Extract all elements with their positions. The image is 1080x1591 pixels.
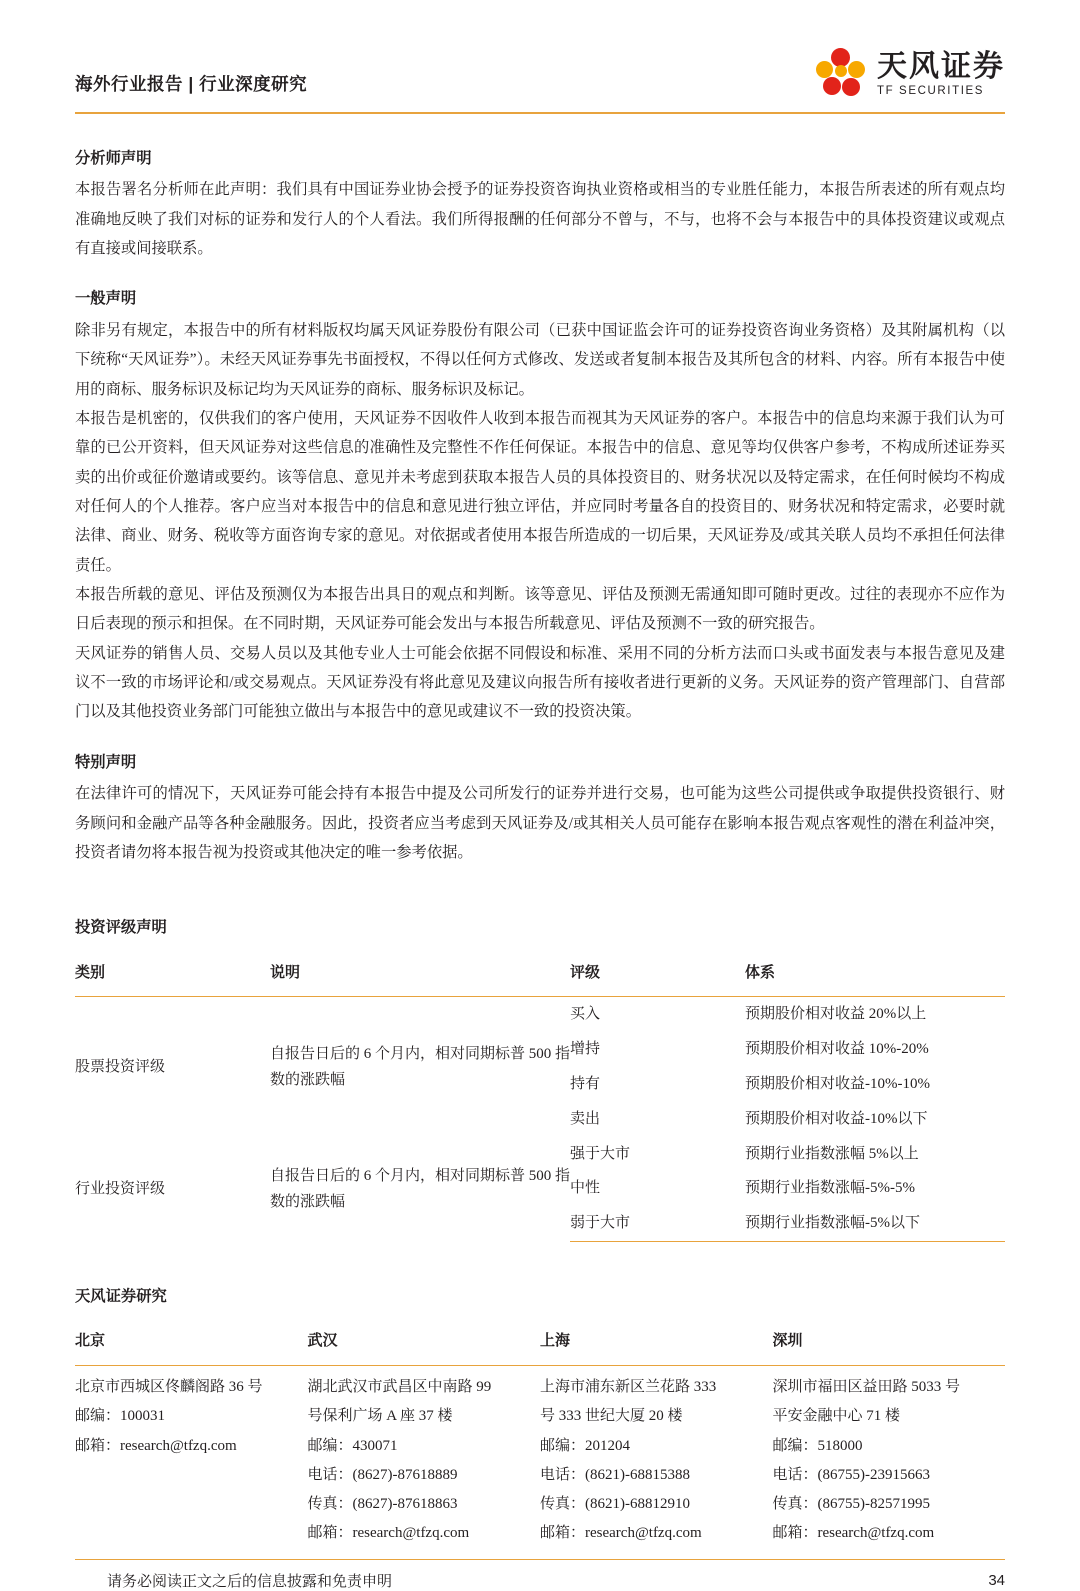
table-row (75, 997, 1005, 1032)
section-special-statement (75, 748, 1005, 867)
document-body (75, 144, 1005, 1560)
office-line: 北京市西城区佟麟阁路 36 号 (75, 1379, 263, 1396)
rating-system: 预期股价相对收益 10%-20% (745, 1041, 929, 1058)
table-header-row (75, 957, 1005, 997)
section-title: 分析师声明 (75, 150, 152, 167)
rating-system: 预期股价相对收益 20%以上 (745, 1006, 927, 1023)
office-line: 上海市浦东新区兰花路 333 (540, 1379, 717, 1396)
brand-logo (815, 48, 1005, 108)
office-line: 电话：(86755)-23915663 (772, 1466, 930, 1483)
office-line: 深圳市福田区益田路 5033 号 (772, 1379, 961, 1396)
logo-chinese-name: 天风证券 (877, 50, 1005, 84)
column-header-description: 说明 (270, 957, 570, 997)
office-line: 号 333 世纪大厦 20 楼 (540, 1408, 683, 1425)
rating-level: 买入 (570, 1006, 601, 1023)
office-city-wuhan: 武汉 (308, 1325, 541, 1365)
office-details-shanghai (540, 1366, 773, 1560)
office-line: 邮编：201204 (540, 1437, 631, 1454)
rating-level: 持有 (570, 1076, 601, 1093)
office-line: 邮箱：research@tfzq.com (540, 1525, 702, 1542)
rating-system: 预期股价相对收益-10%以下 (745, 1110, 928, 1127)
page-number: 34 (988, 1571, 1005, 1589)
paragraph: 本报告署名分析师在此声明：我们具有中国证券业协会授予的证券投资咨询执业资格或相当的专业胜任能力，本报告所表述的所有观点均准确地反映了我们对标的证券和发行人的个人看法。我们所得报酬的任何部分不曾与，不与，也将不会与本报告中的具体投资建议或观点有直接或间接联系。 (75, 181, 1005, 258)
rating-system: 预期行业指数涨幅-5%以下 (745, 1206, 1005, 1241)
office-line: 邮箱：research@tfzq.com (307, 1525, 470, 1542)
paragraph: 本报告是机密的，仅供我们的客户使用，天风证券不因收件人收到本报告而视其为天风证券的客户。本报告中的信息均来源于我们认为可靠的已公开资料，但天风证券对这些信息的准确性及完整性不作任何保证。本报告中的信息、意见等均仅供客户参考，不构成所述证券买卖的出价或征价邀请或要约。该等信息、意见并未考虑到获取本报告人员的具体投资目的、财务状况以及特定需求，在任何时候均不构成对任何人的个人推荐。客户应当对本报告中的信息和意见进行独立评估，并应同时考量各自的投资目的、财务状况和特定需求，必要时就法律、商业、财务、税收等方面咨询专家的意见。对依据或者使用本报告所造成的一切后果，天风证券及/或其关联人员均不承担任何法律责任。 (75, 409, 1005, 574)
rating-system: 预期行业指数涨幅-5%-5% (745, 1180, 915, 1197)
rating-level: 弱于大市 (570, 1206, 745, 1241)
rating-level: 强于大市 (570, 1145, 631, 1162)
office-line: 传真：(8621)-68812910 (540, 1496, 690, 1513)
rating-level: 卖出 (570, 1110, 601, 1127)
rating-system: 预期行业指数涨幅 5%以上 (745, 1145, 919, 1162)
office-line: 邮编：518000 (772, 1437, 863, 1454)
office-line: 邮箱：research@tfzq.com (75, 1437, 237, 1454)
tf-petal-icon (815, 48, 867, 100)
office-details-shenzhen (773, 1366, 1006, 1560)
paragraph: 本报告所载的意见、评估及预测仅为本报告出具日的观点和判断。该等意见、评估及预测无需通知即可随时更改。过往的表现亦不应作为日后表现的预示和担保。在不同时期，天风证券可能会发出与本报告所载意见、评估及预测不一致的研究报告。 (75, 586, 1005, 633)
section-analyst-statement (75, 144, 1005, 263)
column-header-category: 类别 (75, 957, 270, 997)
office-details-wuhan (308, 1366, 541, 1560)
section-general-statement (75, 284, 1005, 726)
research-section-title: 天风证券研究 (75, 1288, 167, 1305)
office-line: 号保利广场 A 座 37 楼 (307, 1408, 453, 1425)
rating-category: 行业投资评级 (75, 1180, 166, 1197)
paragraph: 在法律许可的情况下，天风证券可能会持有本报告中提及公司所发行的证券并进行交易，也可能为这些公司提供或争取提供投资银行、财务顾问和金融产品等各种金融服务。因此，投资者应当考虑到天风证券及/或其相关人员可能存在影响本报告观点客观性的潜在利益冲突，投资者请勿将本报告视为投资或其他决定的唯一参考依据。 (75, 785, 1005, 861)
section-title: 特别声明 (75, 753, 137, 771)
table-header-row (75, 1325, 1005, 1365)
paragraph: 天风证券的销售人员、交易人员以及其他专业人士可能会依据不同假设和标准、采用不同的分析方法而口头或书面发表与本报告意见及建议不一致的市场评论和/或交易观点。天风证券没有将此意见及建议向报告所有接收者进行更新的义务。天风证券的资产管理部门、自营部门以及其他投资业务部门可能独立做出与本报告中的意见或建议不一致的投资决策。 (75, 644, 1005, 721)
office-line: 邮编：430071 (307, 1437, 398, 1454)
rating-system: 预期股价相对收益-10%-10% (745, 1076, 930, 1093)
header-breadcrumb: 海外行业报告 | 行业深度研究 (75, 74, 308, 94)
table-row (75, 1366, 1005, 1560)
column-header-rating: 评级 (570, 957, 745, 997)
section-title: 一般声明 (75, 290, 137, 308)
rating-level: 中性 (570, 1180, 601, 1197)
rating-section-title: 投资评级声明 (75, 919, 167, 937)
office-line: 平安金融中心 71 楼 (772, 1408, 901, 1425)
logo-english-name: TF SECURITIES (877, 84, 985, 97)
header-divider (75, 112, 1005, 114)
table-row (75, 1137, 1005, 1172)
office-line: 邮箱：research@tfzq.com (772, 1525, 935, 1542)
investment-rating-table (75, 957, 1005, 1242)
column-header-system: 体系 (745, 957, 1005, 997)
offices-table (75, 1325, 1005, 1559)
rating-description: 自报告日后的 6 个月内，相对同期标普 500 指数的涨跌幅 (270, 1167, 571, 1211)
office-line: 湖北武汉市武昌区中南路 99 (307, 1379, 492, 1396)
footer-disclaimer: 请务必阅读正文之后的信息披露和免责申明 (107, 1573, 393, 1590)
office-city-shanghai: 上海 (540, 1325, 773, 1365)
office-details-beijing (75, 1366, 308, 1560)
office-city-shenzhen: 深圳 (773, 1325, 1006, 1365)
office-line: 邮编：100031 (75, 1408, 166, 1425)
paragraph: 除非另有规定，本报告中的所有材料版权均属天风证券股份有限公司（已获中国证监会许可的证券投资咨询业务资格）及其附属机构（以下统称“天风证券”）。未经天风证券事先书面授权，不得以任何方式修改、发送或者复制本报告及其所包含的材料、内容。所有本报告中使用的商标、服务标识及标记均为天风证券的商标、服务标识及标记。 (75, 321, 1005, 398)
office-line: 电话：(8621)-68815388 (540, 1466, 690, 1483)
page-footer (75, 1570, 1005, 1591)
office-city-beijing: 北京 (75, 1325, 308, 1365)
page-header (75, 0, 1005, 108)
rating-description: 自报告日后的 6 个月内，相对同期标普 500 指数的涨跌幅 (270, 1045, 571, 1089)
office-line: 电话：(8627)-87618889 (307, 1466, 458, 1483)
office-line: 传真：(86755)-82571995 (772, 1496, 930, 1513)
rating-category: 股票投资评级 (75, 1058, 166, 1075)
rating-level: 增持 (570, 1041, 601, 1058)
office-line: 传真：(8627)-87618863 (307, 1496, 458, 1513)
